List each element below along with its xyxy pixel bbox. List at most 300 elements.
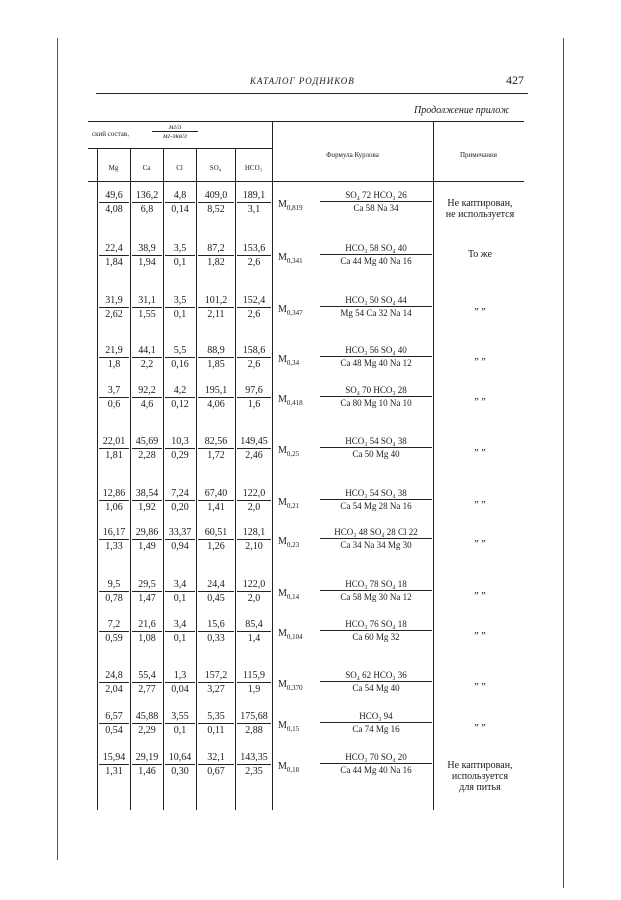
cell-cl: [165, 190, 195, 215]
cell-mg: [99, 295, 129, 320]
cell-ca: [132, 670, 162, 695]
cell-hco3-mg-eq-per-l: 2,6: [247, 257, 261, 268]
cell-mg-mg-eq-per-l: 4,08: [105, 204, 123, 215]
running-title: КАТАЛОГ РОДНИКОВ: [250, 76, 355, 86]
cell-ca: [132, 436, 162, 461]
cell-hco3-mg-eq-per-l: 1,9: [247, 684, 261, 695]
cell-mg-mg-per-l: 22,01: [99, 436, 129, 449]
mineralization-label: $M_{0,34}$: [278, 354, 300, 367]
page-left-edge: [57, 38, 58, 860]
page-right-edge: [563, 38, 564, 888]
mineralization-label: $M_{0,819}$: [278, 199, 303, 212]
cell-cl-mg-eq-per-l: 0,1: [173, 633, 187, 644]
mineralization-label: $M_{0,14}$: [278, 588, 300, 601]
cell-mg: [99, 670, 129, 695]
cell-hco3: [237, 619, 271, 644]
cell-cl-mg-per-l: 5,5: [165, 345, 195, 358]
cell-cl: [165, 619, 195, 644]
note-line: „ „: [474, 391, 486, 402]
note-line: „ „: [474, 533, 486, 544]
cell-so4-mg-per-l: 157,2: [198, 670, 234, 683]
cell-hco3-mg-eq-per-l: 2,88: [245, 725, 263, 736]
anions: HCO₃ 50 SO₄ 44: [320, 295, 432, 307]
header-mid-rule: [88, 148, 272, 149]
cell-so4-mg-eq-per-l: 1,85: [207, 359, 225, 370]
cell-mg-mg-eq-per-l: 2,62: [105, 309, 123, 320]
cations: Mg 54 Ca 32 Na 14: [340, 308, 412, 318]
cell-cl-mg-per-l: 3,55: [165, 711, 195, 724]
col-header-hco3: HCO₃: [244, 164, 263, 172]
cell-mg: [99, 488, 129, 513]
cell-so4-mg-per-l: 409,0: [198, 190, 234, 203]
note-line: используется: [451, 771, 509, 782]
cell-so4-mg-per-l: 195,1: [198, 385, 234, 398]
cell-mg-mg-eq-per-l: 0,54: [105, 725, 123, 736]
cell-so4-mg-per-l: 5,35: [198, 711, 234, 724]
cell-hco3-mg-eq-per-l: 2,6: [247, 309, 261, 320]
cell-cl: [165, 295, 195, 320]
cell-cl-mg-eq-per-l: 0,20: [171, 502, 189, 513]
note: [436, 533, 524, 544]
ion-fraction: [320, 345, 432, 368]
cell-mg-mg-per-l: 9,5: [99, 579, 129, 592]
cell-hco3: [237, 752, 271, 777]
cell-ca-mg-eq-per-l: 2,2: [140, 359, 154, 370]
cell-mg-mg-eq-per-l: 0,59: [105, 633, 123, 644]
cell-mg-mg-per-l: 24,8: [99, 670, 129, 683]
cell-mg: [99, 752, 129, 777]
cell-ca-mg-per-l: 45,88: [132, 711, 162, 724]
ion-fraction: [320, 385, 432, 408]
table-top-rule: [88, 121, 524, 122]
cell-mg-mg-eq-per-l: 1,8: [107, 359, 121, 370]
kurlov-formula: [278, 436, 433, 462]
cell-ca-mg-eq-per-l: 1,49: [138, 541, 156, 552]
ion-fraction: [320, 295, 432, 318]
cell-so4-mg-per-l: 15,6: [198, 619, 234, 632]
cations: Ca 80 Mg 10 Na 10: [340, 398, 412, 408]
cell-mg-mg-eq-per-l: 0,78: [105, 593, 123, 604]
cell-so4: [198, 385, 234, 410]
mineralization-value: 0,819: [286, 204, 303, 212]
note-line: „ „: [474, 585, 486, 596]
kurlov-formula: [278, 619, 433, 645]
cell-cl-mg-eq-per-l: 0,1: [173, 309, 187, 320]
cell-ca-mg-per-l: 92,2: [132, 385, 162, 398]
cell-so4: [198, 243, 234, 268]
cell-ca: [132, 295, 162, 320]
mineralization-value: 0,418: [286, 399, 303, 407]
cell-hco3-mg-per-l: 122,0: [237, 488, 271, 501]
col-divider-7: [433, 121, 434, 810]
cell-ca-mg-eq-per-l: 2,77: [138, 684, 156, 695]
cell-so4-mg-per-l: 82,56: [198, 436, 234, 449]
note: [436, 760, 524, 793]
cell-hco3: [237, 295, 271, 320]
kurlov-formula: [278, 243, 433, 269]
anions: HCO₃ 70 SO₄ 20: [320, 752, 432, 764]
kurlov-formula: [278, 345, 433, 371]
cell-cl: [165, 527, 195, 552]
cell-mg-mg-eq-per-l: 1,06: [105, 502, 123, 513]
kurlov-formula: [278, 190, 433, 216]
note-line: „ „: [474, 351, 486, 362]
mineralization-label: $M_{0,18}$: [278, 761, 300, 774]
cell-hco3-mg-per-l: 97,6: [237, 385, 271, 398]
cell-hco3: [237, 243, 271, 268]
cell-cl-mg-per-l: 7,24: [165, 488, 195, 501]
cell-ca-mg-eq-per-l: 1,47: [138, 593, 156, 604]
cell-hco3-mg-eq-per-l: 2,35: [245, 766, 263, 777]
col-header-notes: Примечания: [459, 151, 497, 159]
cell-hco3: [237, 385, 271, 410]
cell-mg-mg-per-l: 22,4: [99, 243, 129, 256]
cell-so4: [198, 190, 234, 215]
note-line: „ „: [474, 301, 486, 312]
cell-mg: [99, 579, 129, 604]
cell-so4-mg-eq-per-l: 1,82: [207, 257, 225, 268]
cell-so4-mg-eq-per-l: 1,41: [207, 502, 225, 513]
ion-fraction: [320, 488, 432, 511]
cell-ca: [132, 527, 162, 552]
cell-hco3: [237, 190, 271, 215]
cell-cl: [165, 243, 195, 268]
cell-hco3-mg-per-l: 153,6: [237, 243, 271, 256]
col-divider-4: [196, 148, 197, 810]
ion-fraction: [320, 527, 432, 550]
cell-ca-mg-eq-per-l: 1,08: [138, 633, 156, 644]
cell-ca-mg-per-l: 38,9: [132, 243, 162, 256]
cell-mg-mg-eq-per-l: 1,84: [105, 257, 123, 268]
note-line: „ „: [474, 676, 486, 687]
cell-mg-mg-per-l: 21,9: [99, 345, 129, 358]
ion-fraction: [320, 752, 432, 775]
cations: Ca 54 Mg 28 Na 16: [340, 501, 412, 511]
unit-bottom: мг-экв/л: [163, 132, 187, 140]
note-line: „ „: [474, 494, 486, 505]
cell-mg: [99, 527, 129, 552]
cell-so4-mg-eq-per-l: 2,11: [207, 309, 225, 320]
cell-mg-mg-per-l: 6,57: [99, 711, 129, 724]
cell-mg: [99, 436, 129, 461]
cell-so4-mg-per-l: 101,2: [198, 295, 234, 308]
cell-cl-mg-per-l: 4,8: [165, 190, 195, 203]
cell-hco3-mg-per-l: 175,68: [237, 711, 271, 724]
mineralization-label: $M_{0,104}$: [278, 628, 303, 641]
cell-cl-mg-per-l: 1,3: [165, 670, 195, 683]
note-line: Не каптирован,: [447, 760, 513, 771]
note: [436, 494, 524, 505]
cell-so4-mg-eq-per-l: 1,26: [207, 541, 225, 552]
cell-mg-mg-eq-per-l: 2,04: [105, 684, 123, 695]
page-number: 427: [506, 73, 524, 87]
note: [436, 391, 524, 402]
cell-hco3: [237, 711, 271, 736]
cell-so4-mg-eq-per-l: 0,67: [207, 766, 225, 777]
cell-so4-mg-per-l: 24,4: [198, 579, 234, 592]
cell-ca: [132, 619, 162, 644]
cell-cl-mg-eq-per-l: 0,1: [173, 257, 187, 268]
cell-ca-mg-per-l: 55,4: [132, 670, 162, 683]
cell-hco3-mg-per-l: 152,4: [237, 295, 271, 308]
mineralization-label: $M_{0,25}$: [278, 445, 300, 458]
cell-so4-mg-per-l: 87,2: [198, 243, 234, 256]
cations: Ca 48 Mg 40 Na 12: [340, 358, 412, 368]
cell-cl-mg-eq-per-l: 0,94: [171, 541, 189, 552]
cell-cl: [165, 579, 195, 604]
cations: Ca 58 Na 34: [353, 203, 399, 213]
cell-ca-mg-eq-per-l: 1,46: [138, 766, 156, 777]
note-line: „ „: [474, 442, 486, 453]
mineralization-label: $M_{0,370}$: [278, 679, 303, 692]
cell-mg-mg-per-l: 49,6: [99, 190, 129, 203]
col-divider-6: [272, 121, 273, 810]
cell-cl: [165, 711, 195, 736]
cell-hco3-mg-eq-per-l: 2,10: [245, 541, 263, 552]
cell-hco3-mg-eq-per-l: 2,0: [247, 593, 261, 604]
cell-hco3: [237, 527, 271, 552]
cell-ca-mg-per-l: 45,69: [132, 436, 162, 449]
mineralization-label: $M_{0,418}$: [278, 394, 303, 407]
ion-fraction: [320, 619, 432, 642]
cell-ca-mg-per-l: 29,19: [132, 752, 162, 765]
cell-so4-mg-eq-per-l: 1,72: [207, 450, 225, 461]
anions: HCO₃ 78 SO₄ 18: [320, 579, 432, 591]
cell-ca-mg-eq-per-l: 6,8: [140, 204, 154, 215]
note: [436, 717, 524, 728]
mineralization-value: 0,104: [286, 633, 303, 641]
cell-so4-mg-per-l: 32,1: [198, 752, 234, 765]
cell-ca: [132, 579, 162, 604]
mineralization-label: $M_{0,341}$: [278, 252, 303, 265]
kurlov-formula: [278, 385, 433, 411]
note-line: Не каптирован,: [447, 198, 513, 209]
note: [436, 249, 524, 260]
cell-cl-mg-eq-per-l: 0,29: [171, 450, 189, 461]
cell-cl-mg-eq-per-l: 0,04: [171, 684, 189, 695]
cell-ca-mg-eq-per-l: 2,28: [138, 450, 156, 461]
note: [436, 351, 524, 362]
cell-cl-mg-per-l: 3,5: [165, 295, 195, 308]
kurlov-formula: [278, 752, 433, 778]
cell-ca-mg-per-l: 21,6: [132, 619, 162, 632]
cell-so4: [198, 295, 234, 320]
note-line: „ „: [474, 625, 486, 636]
mineralization-label: $M_{0,15}$: [278, 720, 300, 733]
unit-fraction: [152, 123, 198, 140]
cell-hco3: [237, 436, 271, 461]
mineralization-value: 0,341: [286, 257, 303, 265]
mineralization-value: 0,23: [286, 541, 300, 549]
cell-so4-mg-eq-per-l: 3,27: [207, 684, 225, 695]
cell-ca-mg-per-l: 136,2: [132, 190, 162, 203]
note-line: „ „: [474, 717, 486, 728]
cations: Ca 58 Mg 30 Na 12: [340, 592, 412, 602]
anions: HCO₃ 54 SO₄ 38: [320, 436, 432, 448]
col-header-formula: Формула Курлова: [326, 151, 379, 159]
unit-top: мг/л: [152, 123, 198, 132]
col-header-mg: Mg: [108, 164, 119, 172]
cell-cl-mg-per-l: 10,64: [165, 752, 195, 765]
cell-ca-mg-per-l: 29,86: [132, 527, 162, 540]
col-divider-5: [235, 148, 236, 810]
cell-so4: [198, 579, 234, 604]
mineralization-value: 0,34: [286, 359, 300, 367]
cell-so4-mg-per-l: 67,40: [198, 488, 234, 501]
cell-hco3: [237, 345, 271, 370]
cell-ca: [132, 345, 162, 370]
cell-so4-mg-eq-per-l: 0,33: [207, 633, 225, 644]
header-rule: [96, 93, 528, 94]
mineralization-value: 0,21: [286, 502, 300, 510]
cations: Ca 74 Mg 16: [352, 724, 400, 734]
col-header-ca: Ca: [142, 164, 151, 172]
cell-ca-mg-eq-per-l: 1,55: [138, 309, 156, 320]
cell-cl-mg-eq-per-l: 0,1: [173, 593, 187, 604]
mineralization-value: 0,370: [286, 684, 303, 692]
mineralization-value: 0,14: [286, 593, 300, 601]
mineralization-value: 0,15: [286, 725, 300, 733]
mineralization-value: 0,347: [286, 309, 303, 317]
cell-so4-mg-eq-per-l: 0,45: [207, 593, 225, 604]
cell-mg-mg-per-l: 3,7: [99, 385, 129, 398]
cell-cl: [165, 488, 195, 513]
cell-mg-mg-per-l: 7,2: [99, 619, 129, 632]
cell-so4: [198, 752, 234, 777]
kurlov-formula: [278, 711, 433, 737]
cell-so4-mg-eq-per-l: 8,52: [207, 204, 225, 215]
cell-cl-mg-eq-per-l: 0,1: [173, 725, 187, 736]
cell-mg-mg-eq-per-l: 1,33: [105, 541, 123, 552]
cell-cl: [165, 345, 195, 370]
note: [436, 442, 524, 453]
cell-ca: [132, 190, 162, 215]
cell-mg-mg-eq-per-l: 1,81: [105, 450, 123, 461]
cell-ca: [132, 711, 162, 736]
cell-cl-mg-per-l: 10,3: [165, 436, 195, 449]
cell-so4: [198, 345, 234, 370]
cell-mg-mg-per-l: 15,94: [99, 752, 129, 765]
anions: SO₄ 70 HCO₃ 28: [320, 385, 432, 397]
cell-hco3-mg-eq-per-l: 2,0: [247, 502, 261, 513]
cell-ca: [132, 488, 162, 513]
cell-so4: [198, 527, 234, 552]
cell-mg-mg-eq-per-l: 0,6: [107, 399, 121, 410]
note: [436, 625, 524, 636]
cations: Ca 60 Mg 32: [352, 632, 400, 642]
kurlov-formula: [278, 527, 433, 553]
cell-hco3-mg-per-l: 85,4: [237, 619, 271, 632]
cell-mg: [99, 345, 129, 370]
cell-mg: [99, 385, 129, 410]
cell-ca: [132, 752, 162, 777]
cell-hco3-mg-eq-per-l: 2,46: [245, 450, 263, 461]
note-line: То же: [467, 249, 493, 260]
cell-so4: [198, 711, 234, 736]
cell-hco3-mg-eq-per-l: 2,6: [247, 359, 261, 370]
col-divider-3: [163, 148, 164, 810]
cell-hco3-mg-eq-per-l: 1,4: [247, 633, 261, 644]
cell-mg-mg-per-l: 12,86: [99, 488, 129, 501]
anions: HCO₃ 54 SO₄ 38: [320, 488, 432, 500]
cell-so4-mg-eq-per-l: 4,06: [207, 399, 225, 410]
cell-cl-mg-eq-per-l: 0,16: [171, 359, 189, 370]
ion-fraction: [320, 190, 432, 213]
anions: SO₄ 62 HCO₃ 36: [320, 670, 432, 682]
cell-ca-mg-per-l: 38,54: [132, 488, 162, 501]
note: [436, 301, 524, 312]
kurlov-formula: [278, 488, 433, 514]
col-divider-1: [97, 148, 98, 810]
anions: HCO₃ 58 SO₄ 40: [320, 243, 432, 255]
ion-fraction: [320, 711, 432, 734]
cell-hco3-mg-eq-per-l: 1,6: [247, 399, 261, 410]
cell-hco3-mg-per-l: 115,9: [237, 670, 271, 683]
note: [436, 198, 524, 220]
cell-hco3: [237, 579, 271, 604]
cell-hco3-mg-eq-per-l: 3,1: [247, 204, 261, 215]
cations: Ca 44 Mg 40 Na 16: [340, 256, 412, 266]
cell-cl: [165, 436, 195, 461]
cell-mg: [99, 711, 129, 736]
cell-ca: [132, 243, 162, 268]
cell-cl: [165, 385, 195, 410]
mineralization-label: $M_{0,21}$: [278, 497, 300, 510]
cell-hco3-mg-per-l: 149,45: [237, 436, 271, 449]
anions: HCO₃ 56 SO₄ 40: [320, 345, 432, 357]
cell-ca: [132, 385, 162, 410]
cell-cl-mg-per-l: 3,4: [165, 579, 195, 592]
mineralization-label: $M_{0,347}$: [278, 304, 303, 317]
cell-hco3: [237, 488, 271, 513]
cell-cl-mg-eq-per-l: 0,30: [171, 766, 189, 777]
cell-hco3-mg-per-l: 122,0: [237, 579, 271, 592]
cell-hco3-mg-per-l: 189,1: [237, 190, 271, 203]
mineralization-value: 0,25: [286, 450, 300, 458]
col-divider-2: [130, 148, 131, 810]
kurlov-formula: [278, 579, 433, 605]
cell-ca-mg-eq-per-l: 1,94: [138, 257, 156, 268]
cell-so4: [198, 488, 234, 513]
ion-fraction: [320, 670, 432, 693]
cell-cl-mg-per-l: 33,37: [165, 527, 195, 540]
note-line: для питья: [459, 782, 501, 793]
cell-so4-mg-per-l: 88,9: [198, 345, 234, 358]
note-line: не используется: [445, 209, 515, 220]
kurlov-formula: [278, 670, 433, 696]
cell-mg-mg-eq-per-l: 1,31: [105, 766, 123, 777]
anions: HCO₃ 94: [320, 711, 432, 723]
note: [436, 676, 524, 687]
cell-ca-mg-per-l: 29,5: [132, 579, 162, 592]
mineralization-label: $M_{0,23}$: [278, 536, 300, 549]
cell-ca-mg-per-l: 44,1: [132, 345, 162, 358]
cell-so4: [198, 619, 234, 644]
cell-ca-mg-eq-per-l: 1,92: [138, 502, 156, 513]
cell-hco3: [237, 670, 271, 695]
cell-cl-mg-eq-per-l: 0,12: [171, 399, 189, 410]
cell-mg: [99, 619, 129, 644]
cell-cl-mg-per-l: 4,2: [165, 385, 195, 398]
cell-cl: [165, 752, 195, 777]
ion-fraction: [320, 579, 432, 602]
ion-fraction: [320, 436, 432, 459]
cell-cl-mg-per-l: 3,5: [165, 243, 195, 256]
cations: Ca 50 Mg 40: [352, 449, 400, 459]
cell-cl: [165, 670, 195, 695]
cell-mg-mg-per-l: 16,17: [99, 527, 129, 540]
note: [436, 585, 524, 596]
